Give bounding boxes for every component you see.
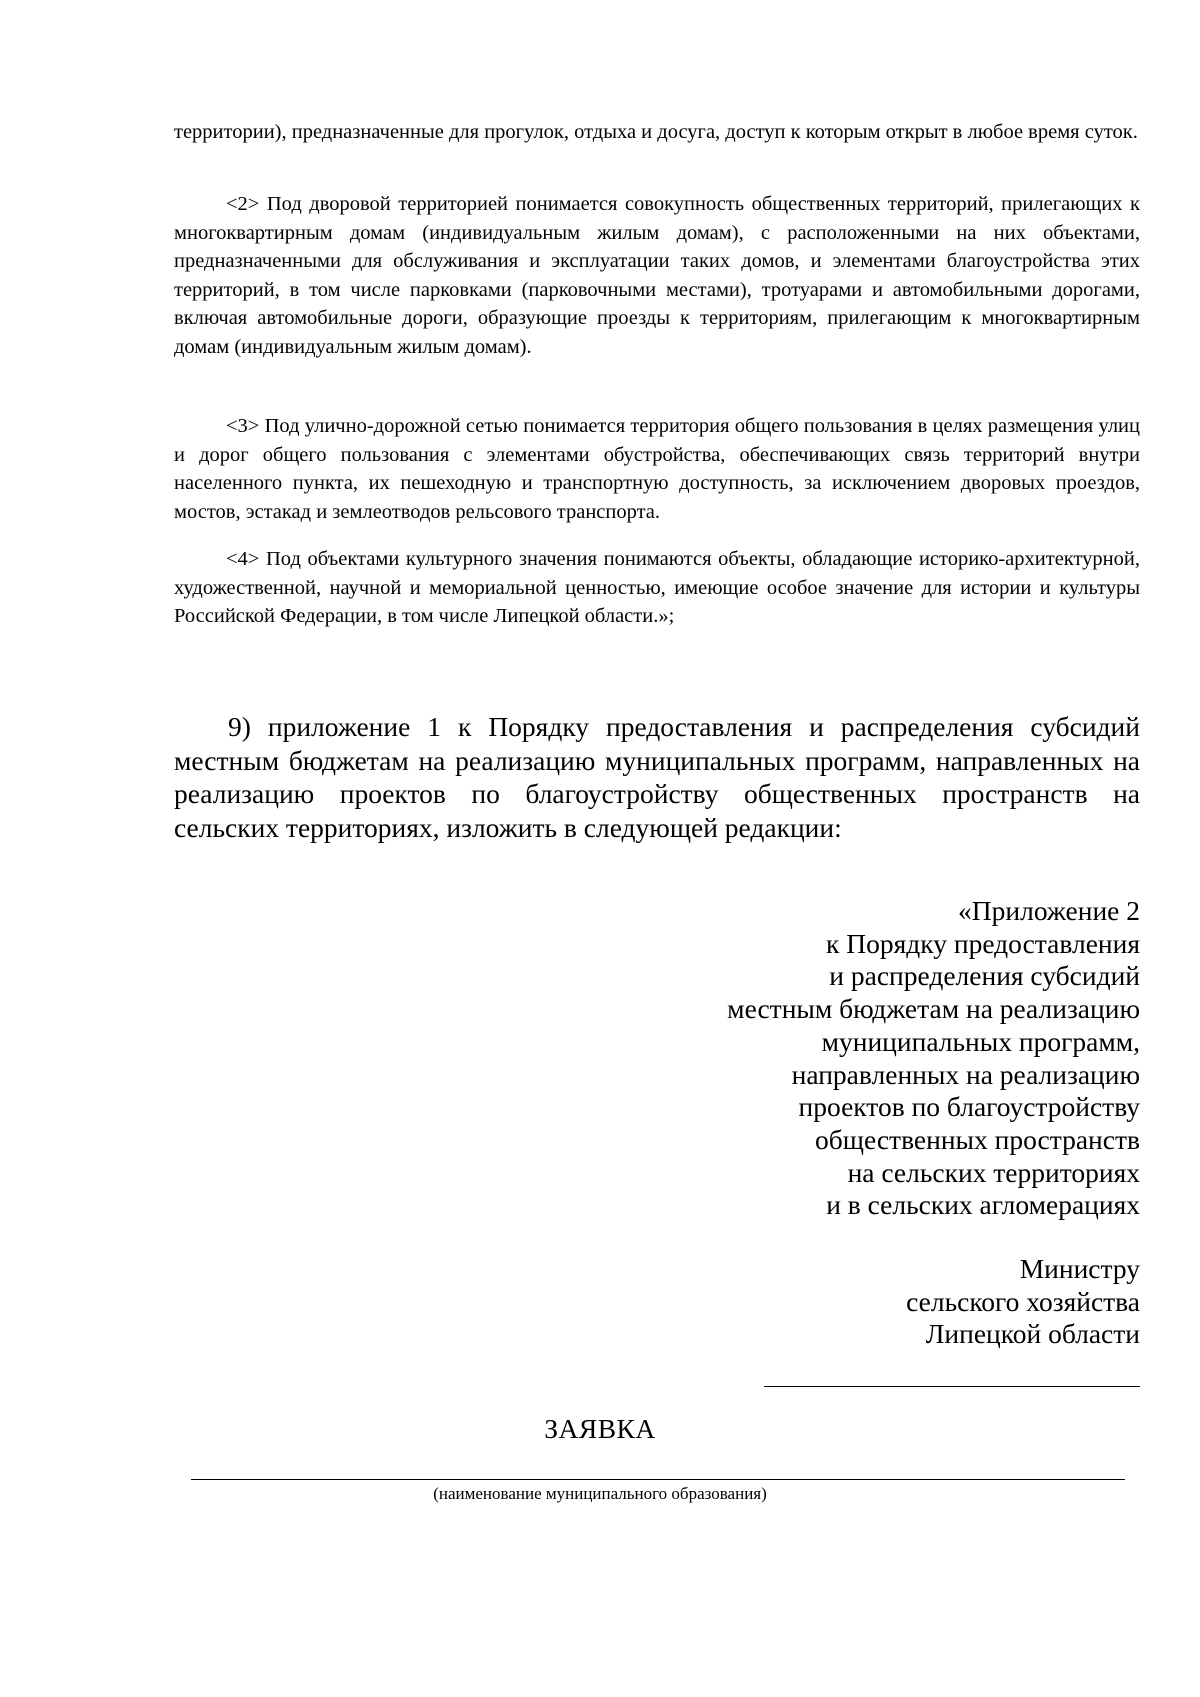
footnote-4: <4> Под объектами культурного значения понимаются объекты, обладающие историко-архитектурной, художественной, научной и мемориальной ценностью, имеющие особое значение для истории и культуры Российской Федерации, в том числе Липецкой области.»; — [174, 548, 1140, 627]
appendix-header-line: общественных пространств — [815, 1123, 1140, 1155]
municipality-name-caption: (наименование муниципального образования) — [433, 1484, 767, 1503]
appendix-header-line: проектов по благоустройству — [798, 1091, 1140, 1123]
appendix-header-line: направленных на реализацию — [791, 1058, 1140, 1090]
appendix-header-line: к Порядку предоставления — [826, 927, 1140, 959]
addressee-name-blank-line — [764, 1386, 1140, 1387]
appendix-header-line: и распределения субсидий — [829, 960, 1140, 992]
footnote-2: <2> Под дворовой территорией понимается совокупность общественных территорий, прилегающих к многоквартирным домам (индивидуальным жилым домам), с расположенными на них объектами, предназначенными для обслуживания и эксплуатации таких домов, и элементами благоустройства этих территорий, в том числе парковками (парковочными местами), тротуарами и автомобильными дорогами, включая автомобильные дороги, образующие проезды к территориям, прилегающим к многоквартирным домам (индивидуальным жилым домам). — [174, 193, 1140, 358]
appendix-header-line: на сельских территориях — [847, 1156, 1140, 1188]
footnote-continuation: территории), предназначенные для прогулок, отдыха и досуга, доступ к которым открыт в любое время суток. — [174, 121, 1138, 143]
addressee-line: сельского хозяйства — [906, 1285, 1140, 1317]
municipality-name-blank-line — [191, 1479, 1125, 1480]
addressee-block — [906, 1253, 1140, 1351]
appendix-header-line: «Приложение 2 — [958, 895, 1140, 926]
appendix-header — [727, 895, 1140, 1222]
appendix-header-line: местным бюджетам на реализацию — [727, 993, 1140, 1025]
footnote-3: <3> Под улично-дорожной сетью понимается территория общего пользования в целях размещения улиц и дорог общего пользования с элементами обустройства, обеспечивающих связь территорий внутри населенного пункта, их пешеходную и транспортную доступность, за исключением дворовых проездов, мостов, эстакад и землеотводов рельсового транспорта. — [174, 415, 1140, 523]
appendix-header-line: муниципальных программ, — [821, 1025, 1140, 1057]
appendix-header-line: и в сельских агломерациях — [826, 1189, 1140, 1221]
addressee-line: Министру — [1019, 1253, 1140, 1284]
addressee-line: Липецкой области — [925, 1318, 1140, 1350]
amendment-item-9: 9) приложение 1 к Порядку предоставления и распределения субсидий местным бюджетам на реализацию муниципальных программ, направленных на реализацию проектов по благоустройству общественных пространств на сельских территориях, изложить в следующей редакции: — [174, 711, 1140, 843]
request-title: ЗАЯВКА — [544, 1413, 656, 1444]
